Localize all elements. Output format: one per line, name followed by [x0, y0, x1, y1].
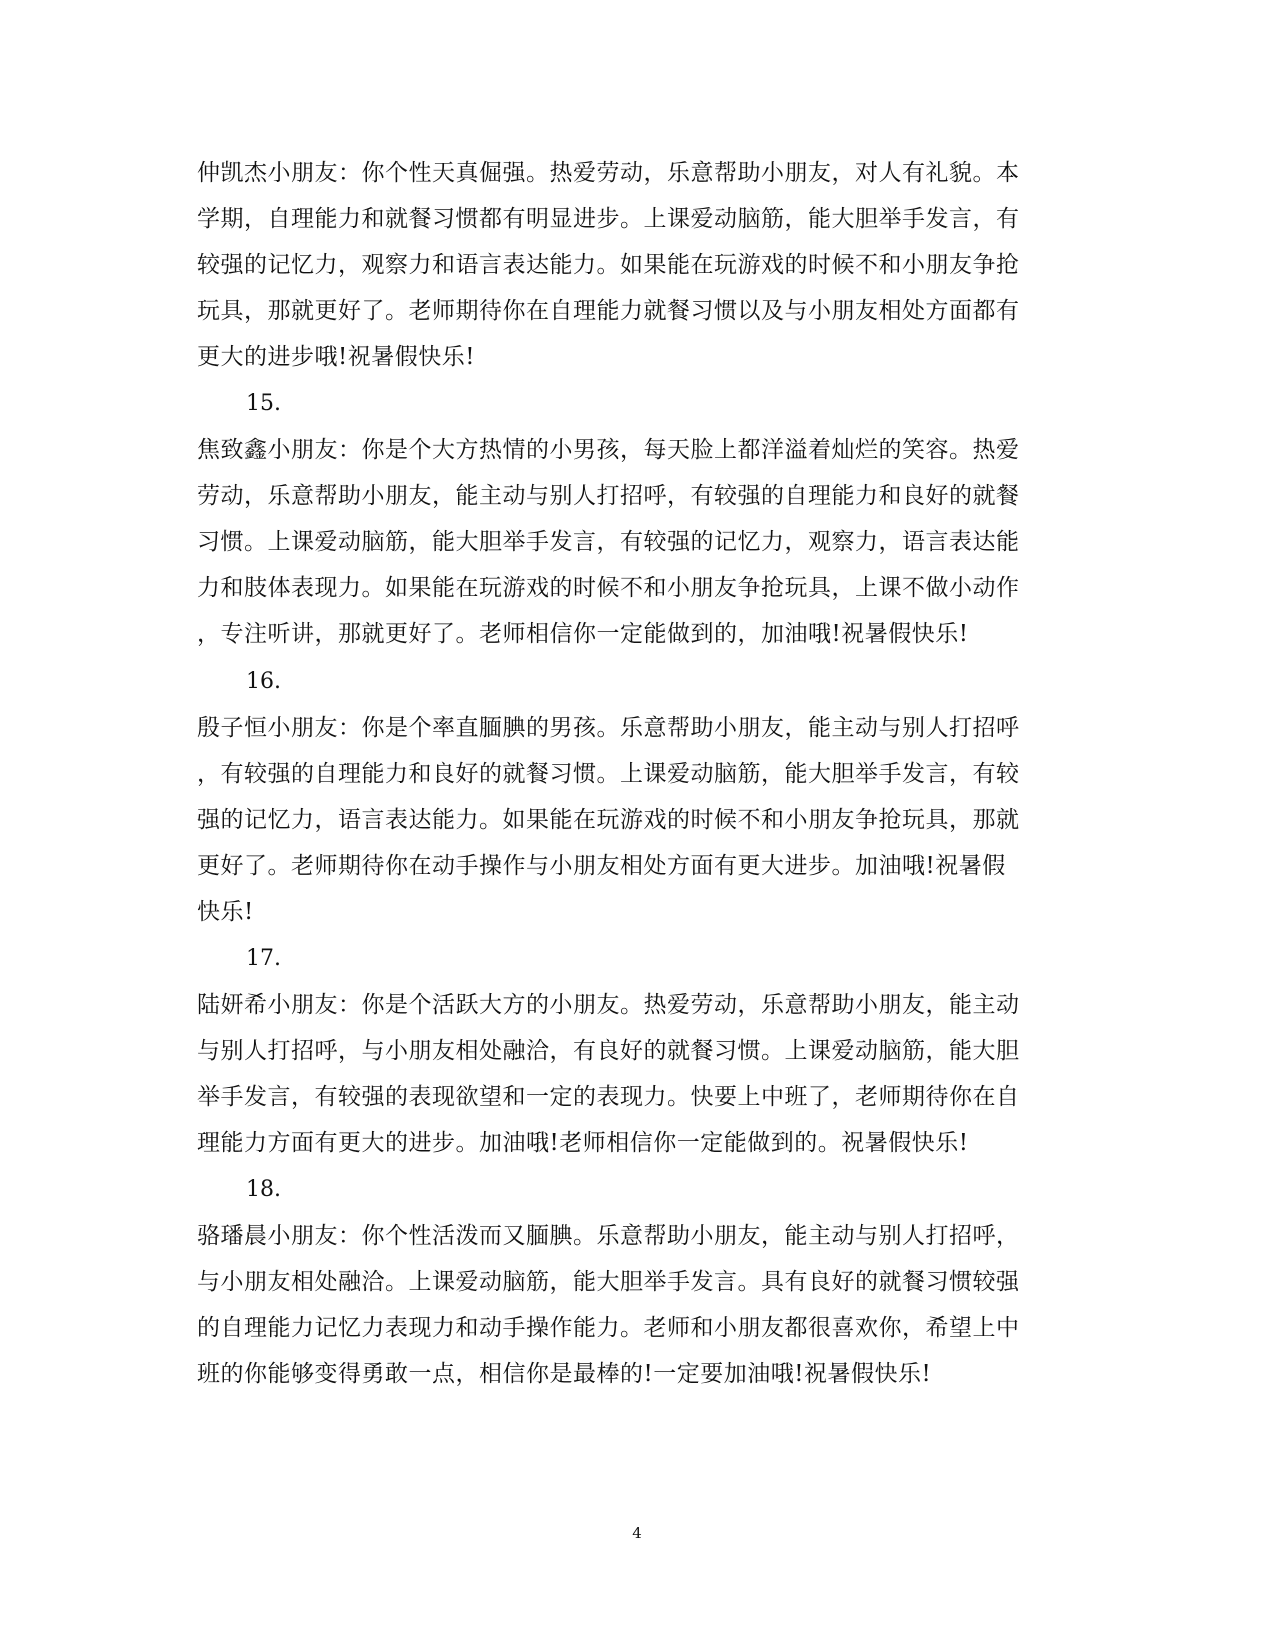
- entry-number: 17.: [246, 946, 281, 971]
- page-number: 4: [632, 1524, 642, 1542]
- paragraph-line: 与别人打招呼，与小朋友相处融洽，有良好的就餐习惯。上课爱动脑筋，能大胆: [197, 1038, 1020, 1064]
- paragraph-line: 学期，自理能力和就餐习惯都有明显进步。上课爱动脑筋，能大胆举手发言，有: [197, 206, 1020, 232]
- paragraph-line: 劳动，乐意帮助小朋友，能主动与别人打招呼，有较强的自理能力和良好的就餐: [197, 483, 1020, 509]
- paragraph-line: 焦致鑫小朋友：你是个大方热情的小男孩，每天脸上都洋溢着灿烂的笑容。热爱: [197, 437, 1020, 463]
- paragraph-line: 强的记忆力，语言表达能力。如果能在玩游戏的时候不和小朋友争抢玩具，那就: [197, 807, 1020, 833]
- paragraph-line: 骆璠晨小朋友：你个性活泼而又腼腆。乐意帮助小朋友，能主动与别人打招呼，: [197, 1223, 1020, 1249]
- paragraph-line: 快乐!: [197, 899, 254, 925]
- paragraph-line: 更大的进步哦!祝暑假快乐!: [197, 344, 475, 370]
- paragraph-line: 玩具，那就更好了。老师期待你在自理能力就餐习惯以及与小朋友相处方面都有: [197, 298, 1020, 324]
- paragraph-line: 习惯。上课爱动脑筋，能大胆举手发言，有较强的记忆力，观察力，语言表达能: [197, 529, 1020, 555]
- paragraph-line: 陆妍希小朋友：你是个活跃大方的小朋友。热爱劳动，乐意帮助小朋友，能主动: [197, 992, 1020, 1018]
- paragraph-line: ，专注听讲，那就更好了。老师相信你一定能做到的，加油哦!祝暑假快乐!: [197, 621, 969, 647]
- paragraph-line: ，有较强的自理能力和良好的就餐习惯。上课爱动脑筋，能大胆举手发言，有较: [197, 761, 1020, 787]
- paragraph-line: 举手发言，有较强的表现欲望和一定的表现力。快要上中班了，老师期待你在自: [197, 1084, 1020, 1110]
- entry-number: 16.: [246, 669, 281, 694]
- paragraph-line: 仲凯杰小朋友：你个性天真倔强。热爱劳动，乐意帮助小朋友，对人有礼貌。本: [197, 160, 1020, 186]
- paragraph-line: 更好了。老师期待你在动手操作与小朋友相处方面有更大进步。加油哦!祝暑假: [197, 853, 1006, 879]
- entry-number: 18.: [246, 1177, 281, 1202]
- paragraph-line: 较强的记忆力，观察力和语言表达能力。如果能在玩游戏的时候不和小朋友争抢: [197, 252, 1020, 278]
- paragraph-line: 力和肢体表现力。如果能在玩游戏的时候不和小朋友争抢玩具，上课不做小动作: [197, 575, 1020, 601]
- paragraph-line: 理能力方面有更大的进步。加油哦!老师相信你一定能做到的。祝暑假快乐!: [197, 1130, 969, 1156]
- paragraph-line: 班的你能够变得勇敢一点，相信你是最棒的!一定要加油哦!祝暑假快乐!: [197, 1361, 932, 1387]
- paragraph-line: 的自理能力记忆力表现力和动手操作能力。老师和小朋友都很喜欢你，希望上中: [197, 1315, 1020, 1341]
- entry-number: 15.: [246, 391, 281, 416]
- paragraph-line: 殷子恒小朋友：你是个率直腼腆的男孩。乐意帮助小朋友，能主动与别人打招呼: [197, 715, 1020, 741]
- paragraph-line: 与小朋友相处融洽。上课爱动脑筋，能大胆举手发言。具有良好的就餐习惯较强: [197, 1269, 1020, 1295]
